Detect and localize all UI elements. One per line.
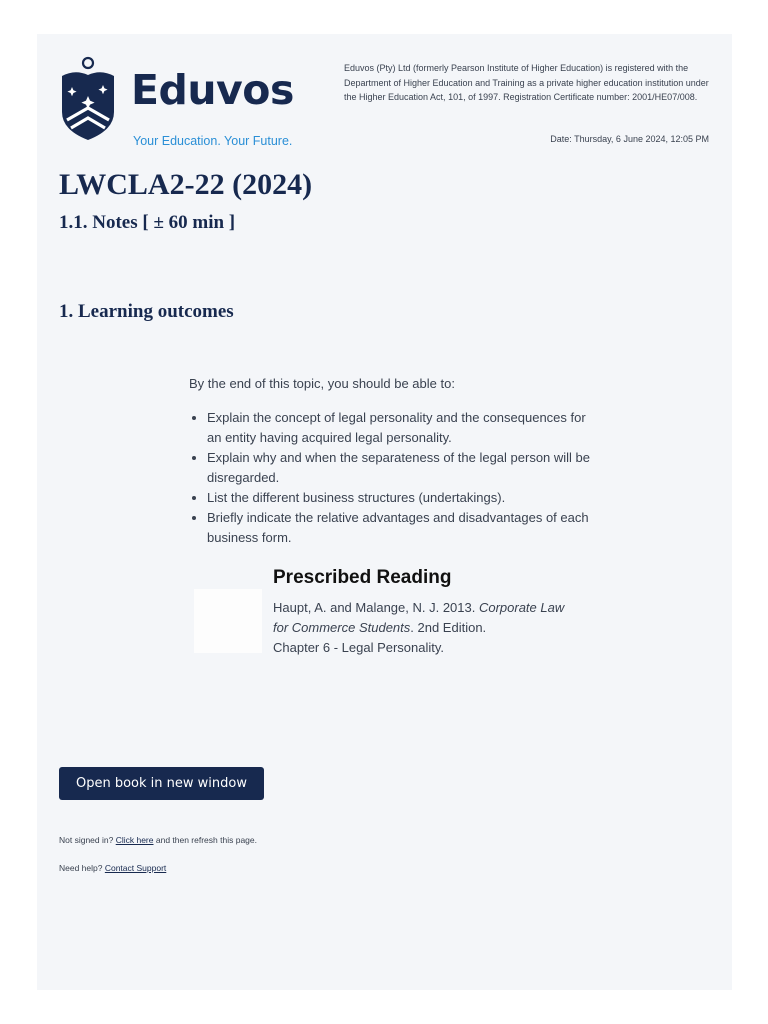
signin-notice <box>59 835 257 845</box>
contact-support-link[interactable]: Contact Support <box>104 863 167 873</box>
course-title: LWCLA2-22 (2024) <box>59 168 313 201</box>
print-date: Date: Thursday, 6 June 2024, 12:05 PM <box>550 134 709 144</box>
citation-book-title: Corporate Law for Commerce Students <box>273 600 565 635</box>
logo-tagline: Your Education. Your Future. <box>133 134 293 148</box>
list-item: • Explain the concept of legal personality and the consequences for an entity having acquired legal personality. <box>207 408 597 448</box>
outcomes-intro: By the end of this topic, you should be able to: <box>189 376 455 391</box>
book-thumbnail <box>194 589 262 653</box>
list-item: • Explain why and when the separateness of the legal person will be disregarded. <box>207 448 597 488</box>
citation-authors: Haupt, A. and Malange, N. J. 2013. <box>273 600 479 615</box>
help-notice <box>59 863 166 873</box>
registration-notice: Eduvos (Pty) Ltd (formerly Pearson Institute of Higher Education) is registered with the Department of Higher Education and Training as a private higher education institution under the Higher Education Act, 101, of 1997. Registration Certificate number: 2001/HE07/008. <box>344 63 709 102</box>
section-heading: 1. Learning outcomes <box>59 301 234 322</box>
help-prefix: Need help? <box>59 863 105 873</box>
open-book-button[interactable]: Open book in new window <box>59 767 264 800</box>
signin-prefix: Not signed in? <box>59 835 116 845</box>
outcomes-list <box>189 408 597 548</box>
citation-chapter: Chapter 6 - Legal Personality. <box>273 640 445 655</box>
prescribed-reading-title: Prescribed Reading <box>273 567 452 588</box>
list-item: • Briefly indicate the relative advantages and disadvantages of each business form. <box>207 508 597 548</box>
page-container <box>37 34 732 990</box>
citation-edition: . 2nd Edition. <box>410 620 487 635</box>
signin-suffix: and then refresh this page. <box>153 835 257 845</box>
page-subtitle: 1.1. Notes [ ± 60 min ] <box>59 212 236 233</box>
shield-crest-icon <box>59 56 117 144</box>
prescribed-reading-citation <box>273 598 573 658</box>
signin-link[interactable]: Click here <box>115 835 154 845</box>
logo-wordmark: Eduvos <box>131 66 294 114</box>
list-item: • List the different business structures (undertakings). <box>207 488 597 508</box>
eduvos-logo <box>59 56 309 146</box>
